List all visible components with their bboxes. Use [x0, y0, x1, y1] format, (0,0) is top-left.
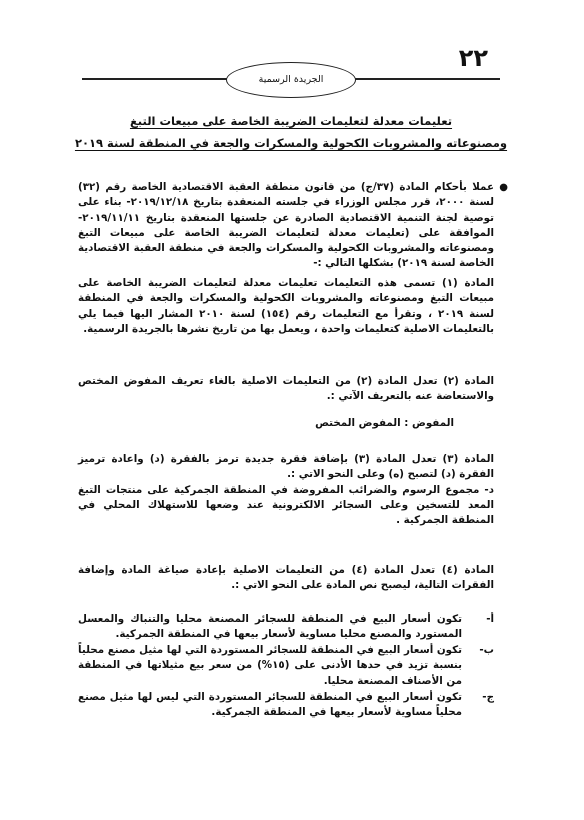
list-item	[78, 643, 494, 689]
gazette-name-badge: الجريدة الرسمية	[226, 62, 356, 98]
intro-text: عملا بأحكام المادة (٣٧/ج) من قانون منطقة العقبة الاقتصادية الخاصة رقم (٣٢) لسنة ٢٠٠٠، قرر مجلس الوزراء في جلسته المنعقدة بتاريخ ٢٠١٩/١٢/١٨- بناء على توصية لجنة التنمية الاقتصادية الصادرة عن جلستها المنعقدة بتاريخ ٢٠١٩/١١/١١- الموافقة على (تعليمات معدلة لتعليمات الضريبة الخاصة على مبيعات التبغ ومصنوعاته والمشروبات الكحولية والمسكرات والجعة في منطقة العقبة الاقتصادية الخاصة لسنة ٢٠١٩) بشكلها التالي :-	[78, 181, 494, 270]
article-3-text: المادة (٣) تعدل المادة (٣) بإضافة فقرة جديدة ترمز بالفقرة (د) واعادة ترميز الفقرة (د) لتصبح (ه) وعلى النحو الاتي :.	[78, 453, 494, 481]
page-number: ٢٢	[458, 44, 488, 72]
clause-marker: أ-	[486, 612, 494, 625]
clause-text: تكون أسعار البيع في المنطقة للسجائر المستوردة التي لها مثيل مصنع محلياً بنسبة تزيد في حدها الأدنى على (١٥%) من سعر بيع مثيلاتها في المنطقة من الأصناف المصنعة محليا.	[78, 644, 462, 687]
list-item	[78, 612, 494, 643]
article-2-text: المادة (٢) تعدل المادة (٢) من التعليمات الاصلية بالغاء تعريف المفوض المختص والاستعاضة عنه بالتعريف الآتي :.	[78, 375, 494, 403]
article-4	[78, 563, 494, 721]
article-4-text: المادة (٤) تعدل المادة (٤) من التعليمات الاصلية بإعادة صياغة المادة وإضافة الفقرات التالية، ليصبح نص المادة على النحو الاتي :.	[78, 564, 494, 592]
document-title	[70, 110, 512, 154]
intro-paragraph	[78, 180, 508, 272]
article-1-text: المادة (١) تسمى هذه التعليمات تعليمات معدلة لتعليمات الضريبة الخاصة على مبيعات التبغ ومصنوعاته والمشروبات الكحولية والمسكرات والجعة في المنطقة لسنة ٢٠١٩ ، وتقرأ مع التعليمات رقم (١٥٤) لسنة ٢٠١٠ المشار اليها فيما يلي بالتعليمات الاصلية كتعليمات واحدة ، ويعمل بها من تاريخ نشرها بالجريدة الرسمية.	[78, 277, 494, 335]
clause-text: تكون أسعار البيع في المنطقة للسجائر المصنعة محليا والتنباك والمعسل المستورد والمصنع محليا مساوية لأسعار بيعها في المنطقة الجمركية.	[78, 612, 462, 640]
clause-marker: ج-	[482, 691, 494, 704]
article-2	[78, 374, 494, 405]
title-line-1: تعليمات معدلة لتعليمات الضريبة الخاصة على مبيعات التبغ	[129, 114, 453, 128]
article-3-clause-d: د- مجموع الرسوم والضرائب المفروضة في المنطقة الجمركية على منتجات التبغ المعد للتسخين وعلى السجائر الالكترونية عند وضعها للاستهلاك المحلي في المنطقة الجمركية .	[78, 483, 494, 527]
article-3	[78, 452, 494, 528]
clause-marker: ب-	[479, 644, 494, 657]
article-1	[78, 276, 494, 337]
list-item	[78, 690, 494, 721]
bullet-icon: ●	[499, 182, 508, 193]
definition-mufawad: المفوض : المفوض المختص	[315, 417, 454, 429]
article-4-clauses	[78, 612, 494, 721]
title-line-2: ومصنوعاته والمشروبات الكحولية والمسكرات والجعة في المنطقة لسنة ٢٠١٩	[74, 136, 508, 150]
clause-text: تكون أسعار البيع في المنطقة للسجائر المستوردة التي ليس لها مثيل مصنع محلياً مساوية لأسعار بيعها في المنطقة الجمركية.	[78, 691, 462, 719]
